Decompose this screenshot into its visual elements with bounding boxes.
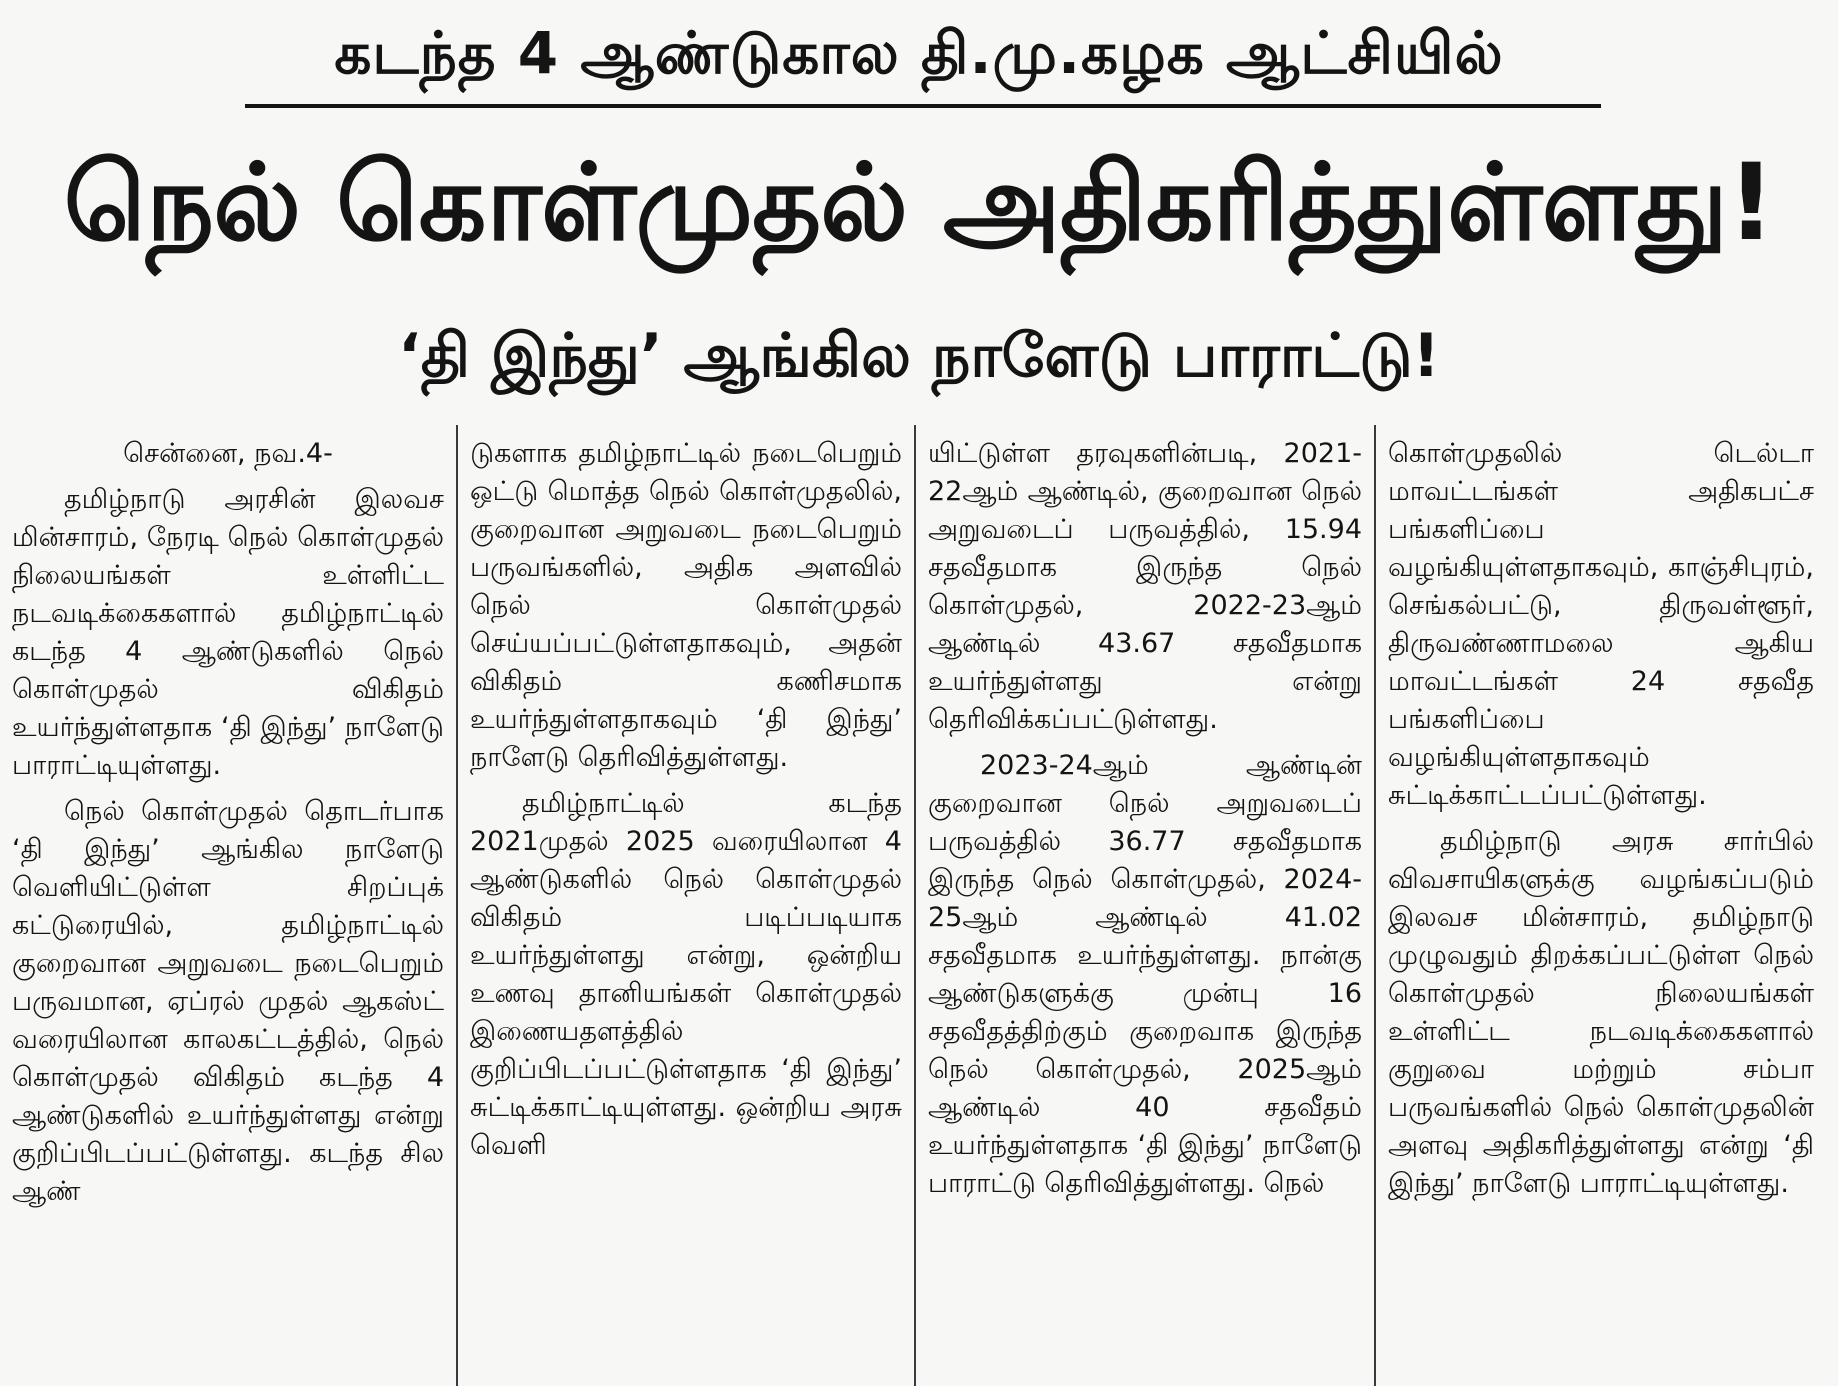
paragraph: 2023-24ஆம் ஆண்டின் குறைவான நெல் அறுவடைப் பருவத்தில் 36.77 சதவீதமாக இருந்த நெல் கொள்முதல், 2024-25ஆம் ஆண்டில் 41.02 சதவீதமாக உயர்ந்துள்ளது. நான்கு ஆண்டுகளுக்கு முன்பு 16 சதவீதத்திற்கும் குறைவாக இருந்த நெல் கொள்முதல், 2025ஆம் ஆண்டில் 40 சதவீதம் உயர்ந்துள்ளதாக ‘தி இந்து’ நாளேடு பாராட்டு தெரிவித்துள்ளது. நெல் — [928, 750, 1362, 1199]
paragraph: தமிழ்நாடு அரசின் இலவச மின்சாரம், நேரடி நெல் கொள்முதல் நிலையங்கள் உள்ளிட்ட நடவடிக்கைகளால் தமிழ்நாட்டில் கடந்த 4 ஆண்டுகளில் நெல் கொள்முதல் விகிதம் உயர்ந்துள்ளதாக ‘தி இந்து’ நாளேடு பாராட்டியுள்ளது. — [12, 484, 444, 781]
main-headline: நெல் கொள்முதல் அதிகரித்துள்ளது! — [63, 141, 1775, 264]
kicker-headline: கடந்த 4 ஆண்டுகால தி.மு.கழக ஆட்சியில் — [334, 19, 1504, 87]
paragraph: யிட்டுள்ள தரவுகளின்படி, 2021-22ஆம் ஆண்டில், குறைவான நெல் அறுவடைப் பருவத்தில், 15.94 சதவீதமாக இருந்த நெல் கொள்முதல், 2022-23ஆம் ஆண்டில் 43.67 சதவீதமாக உயர்ந்துள்ளது என்று தெரிவிக்கப்பட்டுள்ளது. — [928, 438, 1362, 735]
paragraph: நெல் கொள்முதல் தொடர்பாக ‘தி இந்து’ ஆங்கில நாளேடு வெளியிட்டுள்ள சிறப்புக் கட்டுரையில், தமிழ்நாட்டில் குறைவான அறுவடை நடைபெறும் பருவமான, ஏப்ரல் முதல் ஆகஸ்ட் வரையிலான காலகட்டத்தில், நெல் கொள்முதல் விகிதம் கடந்த 4 ஆண்டுகளில் உயர்ந்துள்ளது என்று குறிப்பிடப்பட்டுள்ளது. கடந்த சில ஆண் — [12, 796, 444, 1207]
kicker-underline-rule — [245, 104, 1601, 108]
article-column-1 — [8, 425, 456, 1386]
sub-headline: ‘தி இந்து’ ஆங்கில நாளேடு பாராட்டு! — [398, 321, 1440, 391]
paragraph: தமிழ்நாடு அரசு சார்பில் விவசாயிகளுக்கு வழங்கப்படும் இலவச மின்சாரம், தமிழ்நாடு முழுவதும் திறக்கப்பட்டுள்ள நெல் கொள்முதல் நிலையங்கள் உள்ளிட்ட நடவடிக்கைகளால் குறுவை மற்றும் சம்பா பருவங்களில் நெல் கொள்முதலின் அளவு அதிகரித்துள்ளது என்று ‘தி இந்து’ நாளேடு பாராட்டியுள்ளது. — [1388, 826, 1814, 1199]
paragraph: டுகளாக தமிழ்நாட்டில் நடைபெறும் ஒட்டு மொத்த நெல் கொள்முதலில், குறைவான அறுவடை நடைபெறும் பருவங்களில், அதிக அளவில் நெல் கொள்முதல் செய்யப்பட்டுள்ளதாகவும், அதன் விகிதம் கணிசமாக உயர்ந்துள்ளதாகவும் ‘தி இந்து’ நாளேடு தெரிவித்துள்ளது. — [470, 438, 902, 773]
article-column-2 — [456, 425, 914, 1386]
paragraph: தமிழ்நாட்டில் கடந்த 2021முதல் 2025 வரையிலான 4 ஆண்டுகளில் நெல் கொள்முதல் விகிதம் படிப்படியாக உயர்ந்துள்ளது என்று, ஒன்றிய உணவு தானியங்கள் கொள்முதல் இணையதளத்தில் குறிப்பிடப்பட்டுள்ளதாக ‘தி இந்து’ சுட்டிக்காட்டியுள்ளது. ஒன்றிய அரசு வெளி — [470, 788, 902, 1161]
paragraph: கொள்முதலில் டெல்டா மாவட்டங்கள் அதிகபட்ச பங்களிப்பை வழங்கியுள்ளதாகவும், காஞ்சிபுரம், செங்கல்பட்டு, திருவள்ளூர், திருவண்ணாமலை ஆகிய மாவட்டங்கள் 24 சதவீத பங்களிப்பை வழங்கியுள்ளதாகவும் சுட்டிக்காட்டப்பட்டுள்ளது. — [1388, 438, 1814, 811]
article-column-3 — [914, 425, 1374, 1386]
dateline: சென்னை, நவ.4- — [123, 438, 333, 469]
article-column-4 — [1374, 425, 1826, 1386]
article-body — [8, 425, 1838, 1386]
